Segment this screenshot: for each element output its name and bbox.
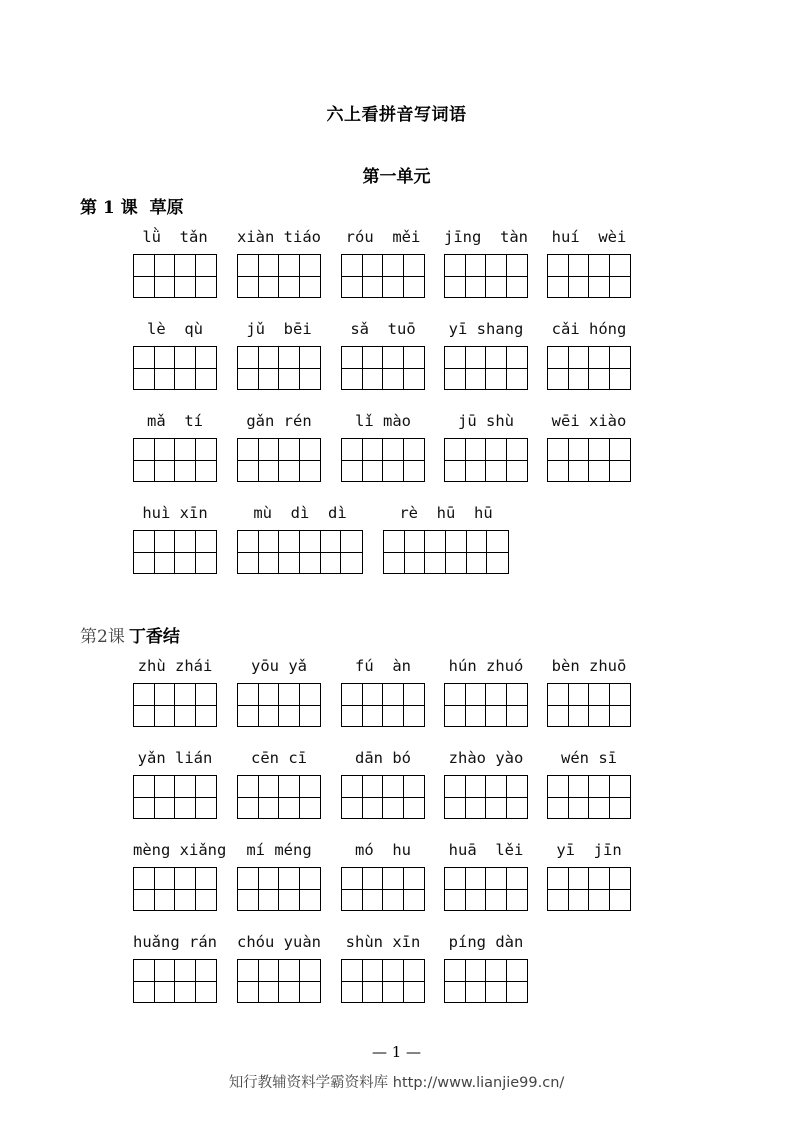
- writing-cell[interactable]: [466, 255, 487, 297]
- writing-grid[interactable]: [237, 867, 321, 911]
- pinyin-label: zhào yào: [448, 749, 524, 767]
- writing-cell[interactable]: [445, 868, 466, 910]
- writing-grid[interactable]: [133, 530, 217, 574]
- pinyin-label: yī shang: [448, 320, 524, 338]
- pinyin-label: mù dì dì: [253, 504, 347, 522]
- writing-cell[interactable]: [238, 439, 259, 481]
- writing-grid[interactable]: [133, 959, 217, 1003]
- writing-cell[interactable]: [259, 684, 280, 726]
- writing-cell[interactable]: [404, 776, 424, 818]
- writing-cell[interactable]: [342, 960, 363, 1002]
- writing-grid[interactable]: [547, 775, 631, 819]
- word-row: [0, 749, 793, 847]
- writing-grid[interactable]: [133, 775, 217, 819]
- pinyin-label: zhù zhái: [137, 657, 213, 675]
- writing-cell[interactable]: [134, 531, 155, 573]
- pinyin-label: fú àn: [355, 657, 411, 675]
- writing-cell[interactable]: [279, 439, 300, 481]
- writing-cell[interactable]: [300, 255, 320, 297]
- writing-cell[interactable]: [445, 255, 466, 297]
- pinyin-label: píng dàn: [448, 933, 524, 951]
- pinyin-label: xiàn tiáo: [237, 228, 321, 246]
- writing-cell[interactable]: [238, 868, 259, 910]
- writing-cell[interactable]: [363, 347, 384, 389]
- writing-cell[interactable]: [610, 255, 630, 297]
- writing-cell[interactable]: [405, 531, 426, 573]
- writing-cell[interactable]: [196, 531, 216, 573]
- writing-cell[interactable]: [569, 684, 590, 726]
- document-title: 六上看拼音写词语: [326, 105, 467, 125]
- writing-grid[interactable]: [237, 530, 363, 574]
- writing-cell[interactable]: [466, 684, 487, 726]
- writing-cell[interactable]: [155, 776, 176, 818]
- writing-cell[interactable]: [486, 439, 507, 481]
- word-row: [0, 412, 793, 510]
- writing-cell[interactable]: [445, 960, 466, 1002]
- writing-cell[interactable]: [321, 531, 342, 573]
- pinyin-label: huā lěi: [448, 841, 524, 859]
- writing-cell[interactable]: [589, 347, 610, 389]
- writing-cell[interactable]: [363, 960, 384, 1002]
- word-row: [0, 841, 793, 939]
- writing-cell[interactable]: [175, 439, 196, 481]
- writing-cell[interactable]: [134, 347, 155, 389]
- writing-cell[interactable]: [404, 255, 424, 297]
- pinyin-label: gǎn rén: [246, 412, 312, 430]
- writing-grid[interactable]: [444, 683, 528, 727]
- writing-cell[interactable]: [342, 255, 363, 297]
- writing-grid[interactable]: [133, 867, 217, 911]
- writing-cell[interactable]: [300, 868, 320, 910]
- writing-cell[interactable]: [238, 684, 259, 726]
- writing-cell[interactable]: [259, 776, 280, 818]
- writing-cell[interactable]: [610, 776, 630, 818]
- writing-grid[interactable]: [547, 438, 631, 482]
- writing-cell[interactable]: [342, 684, 363, 726]
- writing-cell[interactable]: [466, 868, 487, 910]
- writing-cell[interactable]: [155, 439, 176, 481]
- lesson-2-heading: [80, 622, 180, 647]
- writing-cell[interactable]: [466, 347, 487, 389]
- writing-grid[interactable]: [341, 959, 425, 1003]
- writing-cell[interactable]: [445, 776, 466, 818]
- writing-grid[interactable]: [444, 867, 528, 911]
- writing-cell[interactable]: [279, 347, 300, 389]
- pinyin-label: lǐ mào: [355, 412, 411, 430]
- writing-grid[interactable]: [341, 438, 425, 482]
- writing-cell[interactable]: [238, 347, 259, 389]
- writing-cell[interactable]: [384, 531, 405, 573]
- writing-cell[interactable]: [300, 684, 320, 726]
- writing-cell[interactable]: [548, 776, 569, 818]
- pinyin-label: róu měi: [345, 228, 421, 246]
- writing-cell[interactable]: [155, 684, 176, 726]
- pinyin-label: mèng xiǎng: [133, 841, 227, 859]
- writing-cell[interactable]: [134, 255, 155, 297]
- pinyin-label: yōu yǎ: [251, 657, 307, 675]
- writing-cell[interactable]: [238, 776, 259, 818]
- writing-grid[interactable]: [133, 438, 217, 482]
- word-row: [0, 228, 793, 326]
- writing-cell[interactable]: [196, 868, 216, 910]
- writing-cell[interactable]: [300, 960, 320, 1002]
- writing-cell[interactable]: [134, 868, 155, 910]
- writing-grid[interactable]: [341, 683, 425, 727]
- writing-cell[interactable]: [383, 868, 404, 910]
- writing-cell[interactable]: [279, 531, 300, 573]
- writing-grid[interactable]: [383, 530, 509, 574]
- writing-cell[interactable]: [486, 684, 507, 726]
- writing-cell[interactable]: [238, 531, 259, 573]
- lesson-number: 第2课: [80, 627, 125, 647]
- writing-cell[interactable]: [404, 439, 424, 481]
- pinyin-label: huǎng rán: [133, 933, 217, 951]
- writing-cell[interactable]: [196, 347, 216, 389]
- writing-cell[interactable]: [238, 255, 259, 297]
- writing-cell[interactable]: [363, 255, 384, 297]
- pinyin-label: shùn xīn: [345, 933, 421, 951]
- writing-grid[interactable]: [133, 254, 217, 298]
- writing-cell[interactable]: [155, 347, 176, 389]
- pinyin-label: rè hū hū: [399, 504, 493, 522]
- writing-grid[interactable]: [237, 959, 321, 1003]
- writing-cell[interactable]: [589, 868, 610, 910]
- writing-grid[interactable]: [237, 438, 321, 482]
- pinyin-label: mó hu: [355, 841, 411, 859]
- writing-cell[interactable]: [279, 868, 300, 910]
- writing-cell[interactable]: [155, 960, 176, 1002]
- footer-watermark: 知行教辅资料学霸资料库 http://www.lianjie99.cn/: [228, 1075, 565, 1091]
- pinyin-label: cēn cī: [251, 749, 307, 767]
- writing-grid[interactable]: [444, 775, 528, 819]
- pinyin-label: yǎn lián: [137, 749, 213, 767]
- writing-cell[interactable]: [363, 776, 384, 818]
- pinyin-label: sǎ tuō: [350, 320, 416, 338]
- writing-cell[interactable]: [238, 960, 259, 1002]
- writing-cell[interactable]: [404, 960, 424, 1002]
- writing-cell[interactable]: [466, 960, 487, 1002]
- writing-cell[interactable]: [446, 531, 467, 573]
- writing-cell[interactable]: [175, 960, 196, 1002]
- writing-cell[interactable]: [445, 347, 466, 389]
- writing-cell[interactable]: [342, 439, 363, 481]
- writing-cell[interactable]: [196, 439, 216, 481]
- writing-cell[interactable]: [425, 531, 446, 573]
- lesson-1-heading: [80, 193, 184, 218]
- page-number: — 1 —: [371, 1043, 422, 1061]
- writing-cell[interactable]: [196, 684, 216, 726]
- pinyin-label: jǔ bēi: [246, 320, 312, 338]
- writing-grid[interactable]: [444, 959, 528, 1003]
- writing-grid[interactable]: [341, 867, 425, 911]
- writing-cell[interactable]: [279, 776, 300, 818]
- lesson-name: 丁香结: [128, 627, 180, 647]
- pinyin-label: dān bó: [355, 749, 411, 767]
- writing-cell[interactable]: [569, 776, 590, 818]
- pinyin-label: mí méng: [246, 841, 312, 859]
- writing-cell[interactable]: [383, 684, 404, 726]
- writing-cell[interactable]: [466, 439, 487, 481]
- writing-cell[interactable]: [259, 531, 280, 573]
- pinyin-label: wēi xiào: [551, 412, 627, 430]
- writing-cell[interactable]: [134, 684, 155, 726]
- writing-cell[interactable]: [300, 347, 320, 389]
- writing-cell[interactable]: [486, 347, 507, 389]
- writing-cell[interactable]: [548, 684, 569, 726]
- writing-grid[interactable]: [444, 438, 528, 482]
- writing-grid[interactable]: [341, 775, 425, 819]
- writing-cell[interactable]: [507, 684, 527, 726]
- writing-cell[interactable]: [610, 868, 630, 910]
- writing-cell[interactable]: [445, 439, 466, 481]
- writing-cell[interactable]: [155, 255, 176, 297]
- pinyin-label: chóu yuàn: [237, 933, 321, 951]
- writing-cell[interactable]: [569, 255, 590, 297]
- writing-cell[interactable]: [486, 868, 507, 910]
- writing-cell[interactable]: [383, 960, 404, 1002]
- pinyin-label: lè qù: [147, 320, 203, 338]
- writing-grid[interactable]: [237, 346, 321, 390]
- writing-cell[interactable]: [259, 960, 280, 1002]
- writing-cell[interactable]: [610, 347, 630, 389]
- writing-cell[interactable]: [383, 439, 404, 481]
- word-row: [0, 504, 793, 602]
- writing-grid[interactable]: [547, 683, 631, 727]
- writing-cell[interactable]: [507, 960, 527, 1002]
- writing-cell[interactable]: [363, 439, 384, 481]
- writing-cell[interactable]: [507, 255, 527, 297]
- writing-grid[interactable]: [547, 254, 631, 298]
- writing-cell[interactable]: [404, 347, 424, 389]
- writing-cell[interactable]: [548, 255, 569, 297]
- writing-cell[interactable]: [487, 531, 508, 573]
- writing-cell[interactable]: [134, 960, 155, 1002]
- writing-cell[interactable]: [383, 776, 404, 818]
- writing-cell[interactable]: [404, 868, 424, 910]
- writing-cell[interactable]: [467, 531, 488, 573]
- writing-cell[interactable]: [259, 255, 280, 297]
- writing-grid[interactable]: [237, 254, 321, 298]
- writing-cell[interactable]: [589, 255, 610, 297]
- writing-cell[interactable]: [196, 960, 216, 1002]
- pinyin-label: bèn zhuō: [551, 657, 627, 675]
- pinyin-label: huì xīn: [142, 504, 208, 522]
- writing-cell[interactable]: [175, 776, 196, 818]
- word-row: [0, 933, 793, 1031]
- writing-cell[interactable]: [342, 347, 363, 389]
- writing-cell[interactable]: [300, 439, 320, 481]
- unit-title: 第一单元: [362, 167, 431, 187]
- writing-cell[interactable]: [507, 347, 527, 389]
- writing-cell[interactable]: [155, 868, 176, 910]
- writing-grid[interactable]: [341, 346, 425, 390]
- lesson-number: 第 1 课: [80, 198, 138, 218]
- writing-grid[interactable]: [237, 775, 321, 819]
- pinyin-label: hún zhuó: [448, 657, 524, 675]
- writing-cell[interactable]: [569, 439, 590, 481]
- writing-cell[interactable]: [175, 255, 196, 297]
- writing-cell[interactable]: [569, 868, 590, 910]
- writing-cell[interactable]: [175, 347, 196, 389]
- word-row: [0, 320, 793, 418]
- pinyin-label: jū shù: [458, 412, 514, 430]
- writing-cell[interactable]: [259, 868, 280, 910]
- writing-cell[interactable]: [589, 439, 610, 481]
- writing-cell[interactable]: [279, 255, 300, 297]
- pinyin-label: jīng tàn: [444, 228, 528, 246]
- writing-cell[interactable]: [155, 531, 176, 573]
- writing-grid[interactable]: [547, 867, 631, 911]
- writing-cell[interactable]: [134, 439, 155, 481]
- writing-cell[interactable]: [342, 868, 363, 910]
- writing-grid[interactable]: [133, 346, 217, 390]
- writing-cell[interactable]: [610, 684, 630, 726]
- writing-cell[interactable]: [363, 684, 384, 726]
- writing-grid[interactable]: [444, 254, 528, 298]
- writing-cell[interactable]: [507, 439, 527, 481]
- writing-grid[interactable]: [237, 683, 321, 727]
- writing-cell[interactable]: [548, 439, 569, 481]
- word-row: [0, 657, 793, 755]
- writing-cell[interactable]: [175, 868, 196, 910]
- writing-cell[interactable]: [279, 684, 300, 726]
- pinyin-label: huí wèi: [551, 228, 627, 246]
- writing-cell[interactable]: [404, 684, 424, 726]
- lesson-name: 草原: [149, 198, 184, 218]
- pinyin-label: cǎi hóng: [551, 320, 627, 338]
- pinyin-label: mǎ tí: [147, 412, 203, 430]
- writing-cell[interactable]: [548, 347, 569, 389]
- writing-cell[interactable]: [259, 347, 280, 389]
- writing-cell[interactable]: [486, 776, 507, 818]
- writing-cell[interactable]: [300, 531, 321, 573]
- writing-cell[interactable]: [486, 960, 507, 1002]
- writing-cell[interactable]: [610, 439, 630, 481]
- writing-grid[interactable]: [341, 254, 425, 298]
- writing-cell[interactable]: [279, 960, 300, 1002]
- writing-cell[interactable]: [363, 868, 384, 910]
- writing-cell[interactable]: [134, 776, 155, 818]
- writing-cell[interactable]: [196, 255, 216, 297]
- writing-cell[interactable]: [569, 347, 590, 389]
- writing-cell[interactable]: [300, 776, 320, 818]
- pinyin-label: yī jīn: [556, 841, 622, 859]
- writing-grid[interactable]: [547, 346, 631, 390]
- writing-cell[interactable]: [175, 684, 196, 726]
- writing-cell[interactable]: [548, 868, 569, 910]
- writing-cell[interactable]: [341, 531, 362, 573]
- writing-grid[interactable]: [444, 346, 528, 390]
- writing-grid[interactable]: [133, 683, 217, 727]
- writing-cell[interactable]: [175, 531, 196, 573]
- pinyin-label: wén sī: [561, 749, 617, 767]
- writing-cell[interactable]: [466, 776, 487, 818]
- writing-cell[interactable]: [507, 776, 527, 818]
- writing-cell[interactable]: [196, 776, 216, 818]
- writing-cell[interactable]: [383, 347, 404, 389]
- writing-cell[interactable]: [259, 439, 280, 481]
- pinyin-label: lǜ tǎn: [142, 228, 208, 246]
- writing-cell[interactable]: [445, 684, 466, 726]
- writing-cell[interactable]: [486, 255, 507, 297]
- writing-cell[interactable]: [589, 776, 610, 818]
- writing-cell[interactable]: [383, 255, 404, 297]
- writing-cell[interactable]: [589, 684, 610, 726]
- writing-cell[interactable]: [342, 776, 363, 818]
- writing-cell[interactable]: [507, 868, 527, 910]
